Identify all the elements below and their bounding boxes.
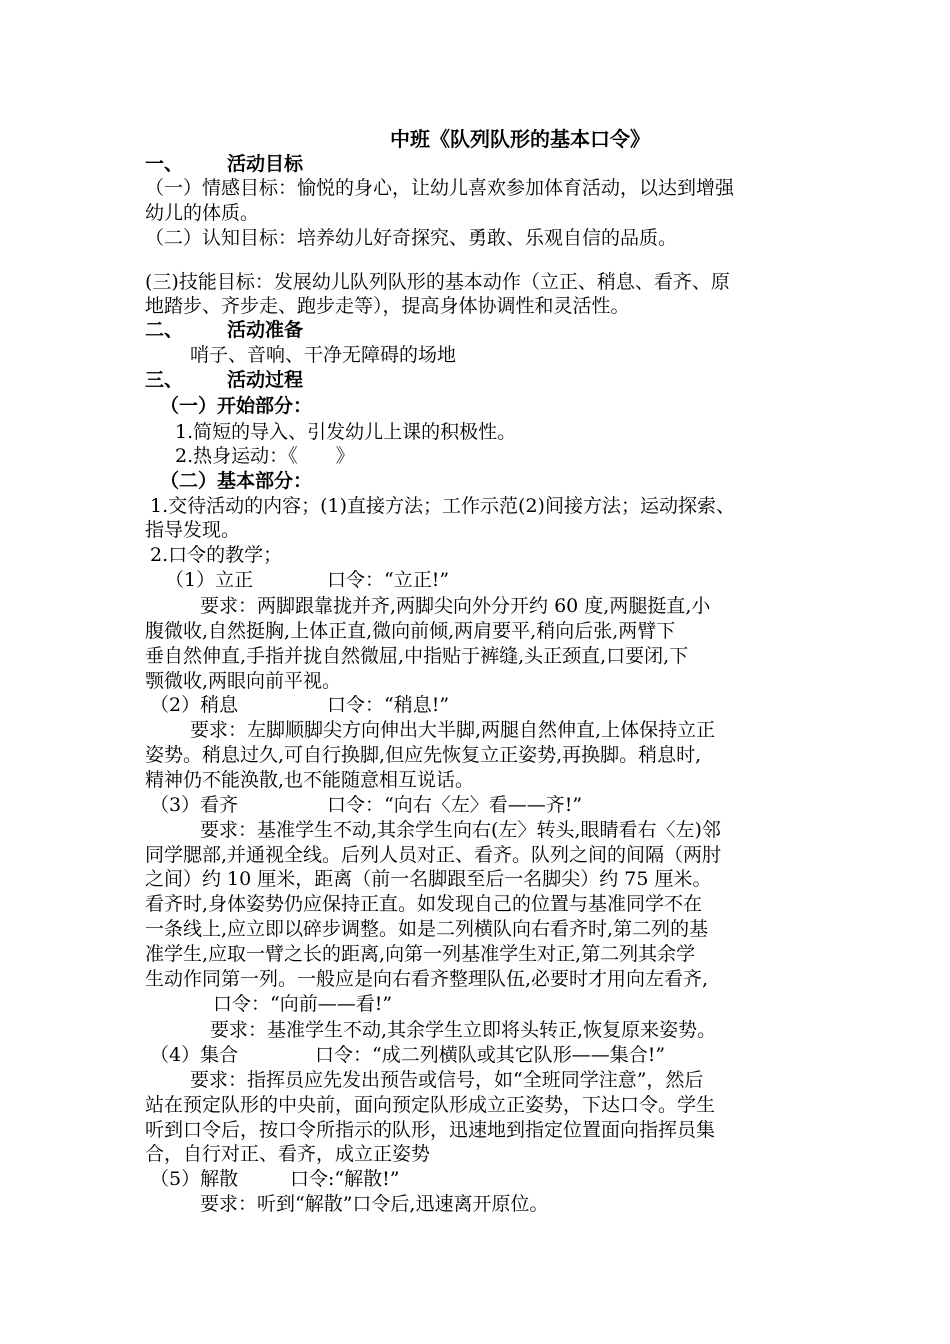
command-4-order: 口令：“成二列横队或其它队形——集合!” [315, 1044, 666, 1066]
basic-item-1-line-1: 1.交待活动的内容；(1)直接方法；工作示范(2)间接方法；运动探索、 [150, 495, 735, 517]
prep-materials: 哨子、音响、干净无障碍的场地 [190, 344, 457, 366]
command-4-req-line-3: 听到口令后，按口令所指示的队形，迅速地到指定位置面向指挥员集 [145, 1119, 716, 1141]
goal-emotion-line-2: 幼儿的体质。 [145, 202, 260, 224]
command-5-req: 要求：听到“解散”口令后,迅速离开原位。 [200, 1193, 549, 1215]
start-item-1: 1.简短的导入、引发幼儿上课的积极性。 [175, 421, 517, 443]
command-3-req-2: 要求：基准学生不动,其余学生立即将头转正,恢复原来姿势。 [210, 1019, 717, 1041]
subheading-basic: （二）基本部分： [160, 470, 313, 492]
command-3-order: 口令：“向右〈左〉看——齐!” [327, 794, 583, 816]
subheading-start: （一）开始部分： [160, 395, 313, 417]
section-title: 活动过程 [227, 369, 304, 391]
command-2-order: 口令：“稍息!” [327, 694, 450, 716]
start-item-2: 2.热身运动：《 》 [175, 445, 355, 467]
section-heading-goals [145, 152, 825, 177]
command-2-label: （2）稍息 [150, 694, 239, 716]
command-2-req-line-3: 精神仍不能涣散,也不能随意相互说话。 [145, 769, 475, 791]
section-number: 二、 [145, 319, 184, 341]
command-4-label: （4）集合 [150, 1044, 239, 1066]
basic-item-1-line-2: 指导发现。 [145, 519, 241, 541]
command-3-req-line-5: 一条线上,应立即以碎步调整。如是二列横队向右看齐时,第二列的基 [145, 918, 709, 940]
section-title: 活动准备 [227, 319, 304, 341]
command-3-label: （3）看齐 [150, 794, 239, 816]
command-2-req-line-2: 姿势。稍息过久,可自行换脚,但应先恢复立正姿势,再换脚。稍息时, [145, 744, 702, 766]
section-title: 活动目标 [227, 153, 304, 175]
goal-skill-line-2: 地踏步、齐步走、跑步走等），提高身体协调性和灵活性。 [145, 295, 630, 317]
command-3-req-line-2: 同学腮部,并通视全线。后列人员对正、看齐。队列之间的间隔（两肘 [145, 844, 722, 866]
command-1-label: （1）立正 [165, 569, 254, 591]
command-3-req-line-6: 准学生,应取一臂之长的距离,向第一列基准学生对正,第二列其余学 [145, 943, 696, 965]
command-4-req-line-1: 要求：指挥员应先发出预告或信号，如“全班同学注意”，然后 [190, 1069, 704, 1091]
section-heading-process [145, 368, 825, 393]
command-2-req-line-1: 要求：左脚顺脚尖方向伸出大半脚,两腿自然伸直,上体保持立正 [190, 719, 716, 741]
command-4-req-line-2: 站在预定队形的中央前，面向预定队形成立正姿势，下达口令。学生 [145, 1094, 716, 1116]
command-3-req-line-1: 要求：基准学生不动,其余学生向右(左〉转头,眼睛看右〈左)邻 [200, 819, 721, 841]
section-number: 三、 [145, 369, 184, 391]
command-1-req-line-4: 颚微收,两眼向前平视。 [145, 670, 342, 692]
section-heading-prep [145, 318, 825, 343]
goal-cognition: （二）认知目标：培养幼儿好奇探究、勇敢、乐观自信的品质。 [145, 227, 678, 249]
command-1-req-line-2: 腹微收,自然挺胸,上体正直,微向前倾,两肩要平,稍向后张,两臂下 [145, 620, 676, 642]
command-3-order-2: 口令：“向前——看!” [213, 993, 393, 1015]
basic-item-2: 2.口令的教学； [150, 544, 283, 566]
command-5-order: 口令:“解散!” [290, 1168, 400, 1190]
command-1-req-line-3: 垂自然伸直,手指并拢自然微屈,中指贴于裤缝,头正颈直,口要闭,下 [145, 645, 689, 667]
command-3-req-line-3: 之间）约 10 厘米，距离（前一名脚跟至后一名脚尖）约 75 厘米。 [145, 868, 712, 890]
goal-skill-line-1: (三)技能目标：发展幼儿队列队形的基本动作（立正、稍息、看齐、原 [145, 271, 730, 293]
section-number: 一、 [145, 153, 184, 175]
command-1-order: 口令：“立正!” [327, 569, 450, 591]
command-3-req-line-4: 看齐时,身体姿势仍应保持正直。如发现自己的位置与基准同学不在 [145, 893, 703, 915]
goal-emotion-line-1: （一）情感目标：愉悦的身心，让幼儿喜欢参加体育活动，以达到增强 [145, 177, 735, 199]
command-1-req-line-1: 要求：两脚跟靠拢并齐,两脚尖向外分开约 60 度,两腿挺直,小 [200, 595, 711, 617]
command-5-label: （5）解散 [150, 1168, 239, 1190]
command-3-req-line-7: 生动作同第一列。一般应是向右看齐整理队伍,必要时才用向左看齐, [145, 968, 709, 990]
command-4-req-line-4: 合，自行对正、看齐，成立正姿势 [145, 1143, 431, 1165]
page-title: 中班《队列队形的基本口令》 [390, 127, 650, 151]
